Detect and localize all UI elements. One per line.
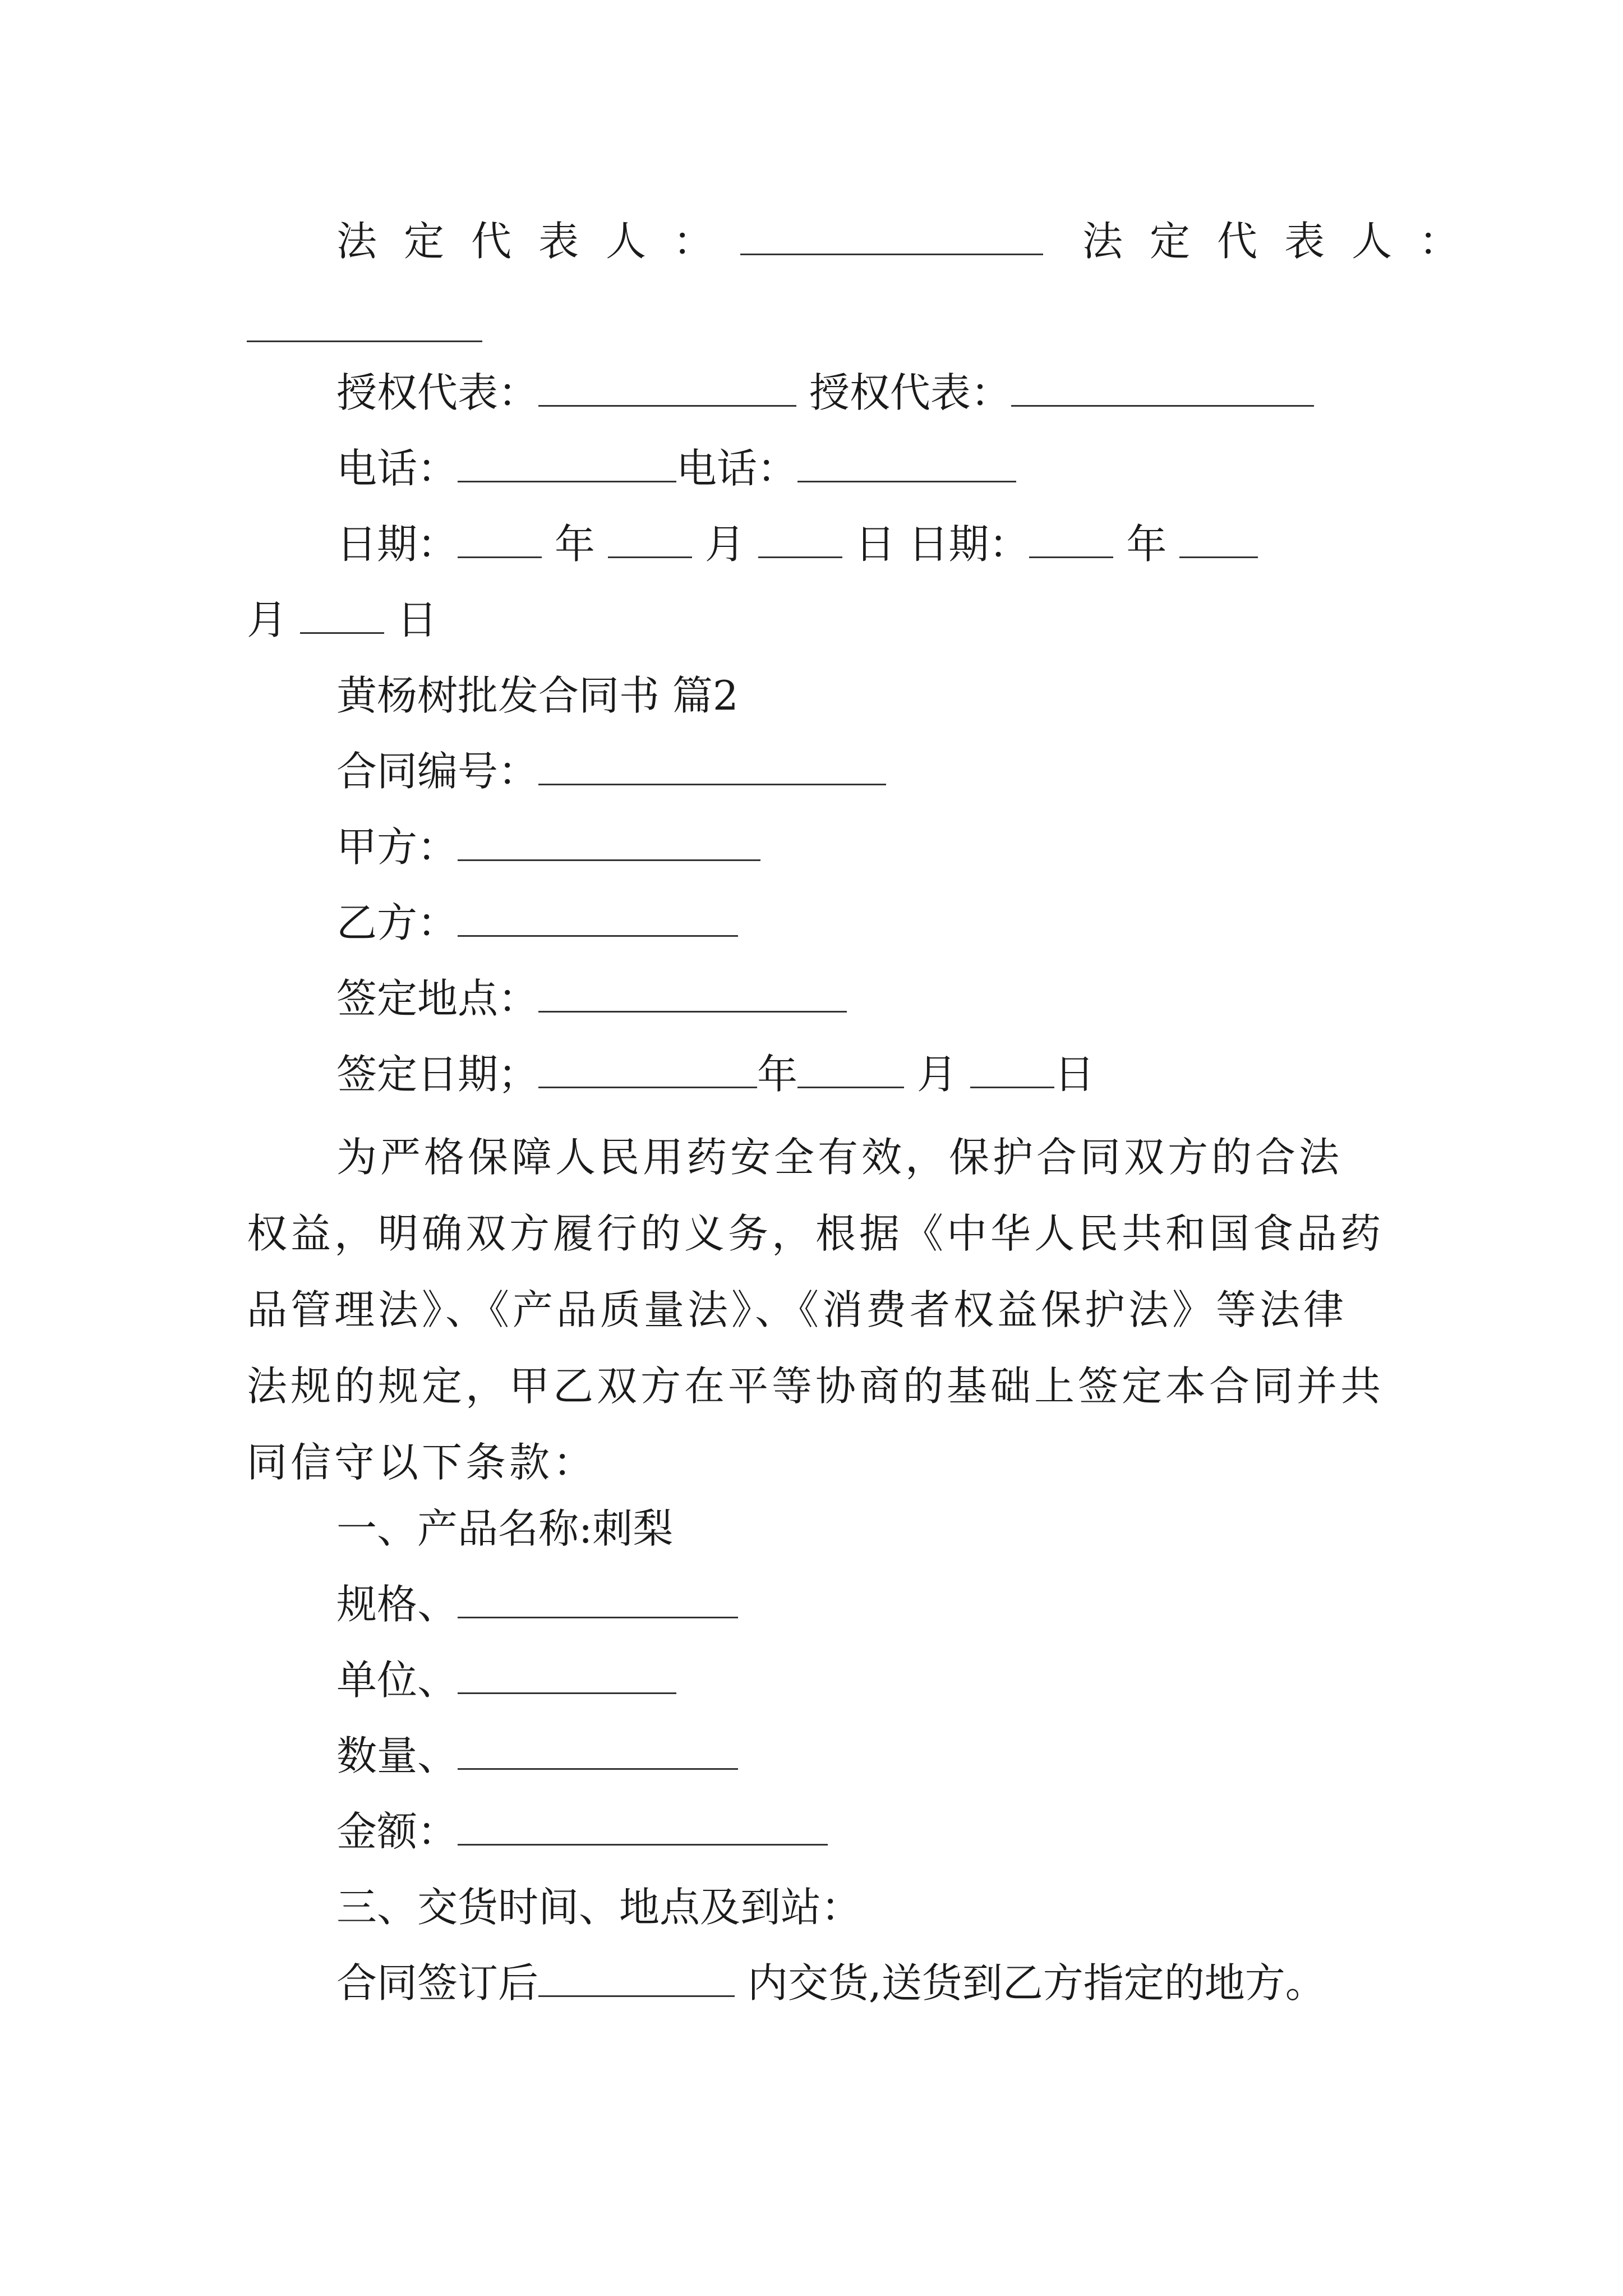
sign-date-line [336, 1049, 1095, 1099]
date-a-day-blank [758, 523, 842, 558]
sign-date-year-blank [538, 1053, 757, 1088]
delivery-line [336, 1958, 1326, 2008]
legal-rep-a-blank [740, 220, 1043, 255]
section-title: 黄杨树批发合同书 篇2 [336, 672, 739, 719]
sign-date-day: 日 [1054, 1051, 1095, 1098]
date-a-month: 月 [704, 521, 745, 568]
sign-place-line [336, 973, 847, 1024]
date-b-year-blank [1029, 523, 1113, 558]
date-b-month: 月 [247, 596, 288, 643]
unit-line [336, 1655, 676, 1705]
date-b-month-blank [1179, 523, 1258, 558]
unit-label: 单位、 [336, 1657, 458, 1704]
spec-line [336, 1579, 738, 1630]
unit-blank [458, 1659, 676, 1694]
date-b-year: 年 [1126, 521, 1167, 568]
legal-rep-b-blank-line [247, 303, 482, 353]
party-a-line [336, 822, 760, 872]
date-a-year: 年 [554, 521, 595, 568]
delivery-blank [538, 1962, 735, 1997]
quantity-label: 数量、 [336, 1732, 458, 1779]
sign-date-month-blank [797, 1053, 904, 1088]
phone-a-blank [458, 447, 676, 482]
date-b-day-blank [300, 599, 384, 634]
sign-date-year: 年 [757, 1051, 798, 1098]
amount-line [336, 1806, 828, 1857]
delivery-suffix: 内交货,送货到乙方指定的地方。 [735, 1959, 1326, 2007]
date-b-day: 日 [396, 596, 437, 643]
legal-rep-b-blank [247, 307, 482, 342]
contract-no-label: 合同编号： [336, 748, 539, 795]
date-b-label: 日期： [908, 521, 1030, 568]
auth-rep-b-blank [1011, 371, 1314, 407]
legal-rep-a-label: 法定代表人： [336, 218, 741, 265]
contract-no-blank [538, 750, 886, 785]
party-a-blank [458, 826, 760, 861]
sign-place-label: 签定地点： [336, 975, 539, 1022]
party-a-label: 甲方： [336, 823, 458, 871]
delivery-title: 三、交货时间、地点及到站： [336, 1884, 862, 1931]
auth-rep-a-label: 授权代表： [336, 369, 539, 416]
legal-rep-line [336, 216, 1486, 266]
delivery-prefix: 合同签订后 [336, 1959, 539, 2007]
date-b-continued-line [247, 595, 437, 645]
phone-a-label: 电话： [336, 445, 458, 492]
amount-label: 金额： [336, 1808, 458, 1855]
date-a-year-blank [458, 523, 542, 558]
sign-place-blank [538, 977, 847, 1013]
date-a-month-blank [608, 523, 692, 558]
sign-date-month: 月 [916, 1051, 957, 1098]
amount-blank [458, 1810, 828, 1846]
party-b-blank [458, 901, 738, 937]
phone-b-blank [797, 447, 1016, 482]
spec-label: 规格、 [336, 1581, 458, 1628]
party-b-line [336, 898, 738, 948]
sign-date-label: 签定日期； [336, 1051, 539, 1098]
date-a-label: 日期： [336, 521, 458, 568]
product-name: 一、产品名称:刺梨 [336, 1505, 674, 1552]
contract-no-line [336, 746, 886, 797]
phone-b-label: 电话： [676, 445, 798, 492]
auth-rep-b-label: 授权代表： [809, 369, 1011, 416]
auth-rep-line [336, 367, 1314, 418]
quantity-blank [458, 1734, 738, 1770]
sign-date-day-blank [970, 1053, 1054, 1088]
party-b-label: 乙方： [336, 899, 458, 946]
date-line [336, 519, 1258, 569]
legal-rep-b-label: 法定代表人： [1082, 218, 1487, 265]
auth-rep-a-blank [538, 371, 796, 407]
quantity-line [336, 1731, 738, 1781]
date-a-day: 日 [855, 521, 896, 568]
intro-paragraph: 为严格保障人民用药安全有效，保护合同双方的合法权益，明确双方履行的义务，根据《中华人民共和国食品药品管理法》、《产品质量法》、《消费者权益保护法》等法律法规的规定，甲乙双方在平等协商的基础上签定本合同并共同信守以下条款： [247, 1134, 1385, 1486]
phone-line [336, 443, 1016, 494]
spec-blank [458, 1583, 738, 1618]
